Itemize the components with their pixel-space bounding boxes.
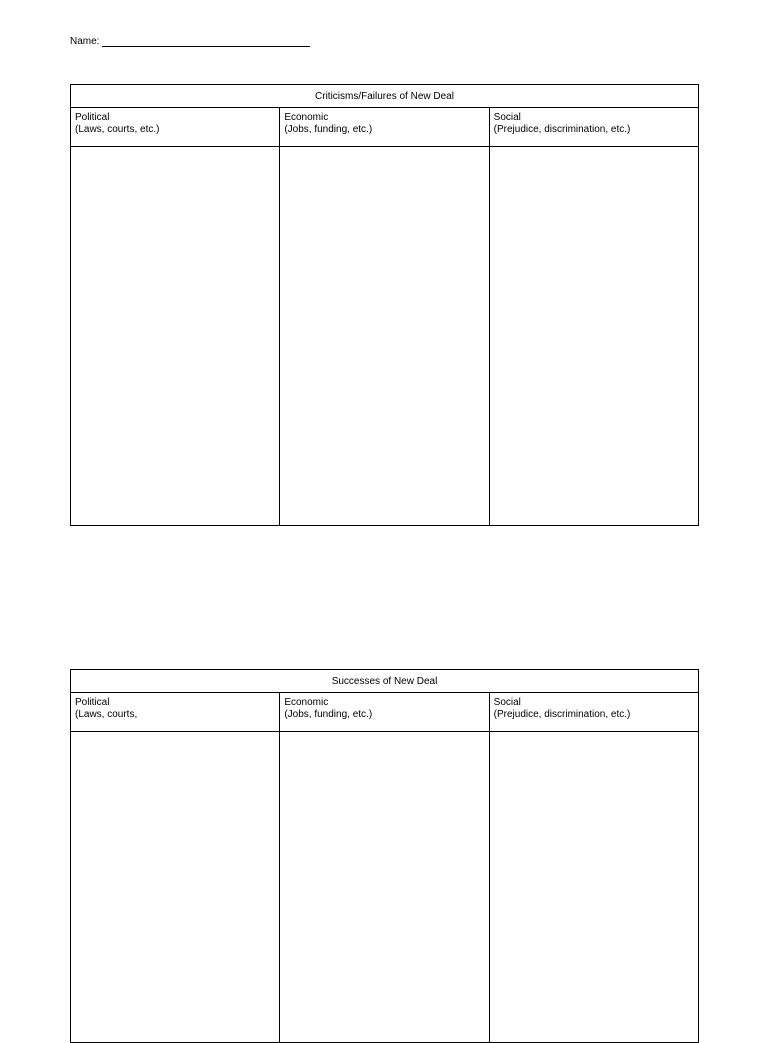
column-heading: Economic (284, 697, 329, 708)
column-heading: Economic (284, 112, 329, 123)
column-subheading: (Jobs, funding, etc.) (284, 709, 373, 720)
column-heading: Social (493, 697, 521, 708)
successes-economic-cell[interactable] (280, 732, 489, 1043)
criticisms-economic-cell[interactable] (280, 147, 489, 526)
column-subheading: (Laws, courts, (75, 709, 138, 720)
criticisms-political-cell[interactable] (71, 147, 280, 526)
column-subheading: (Prejudice, discrimination, etc.) (493, 709, 631, 720)
column-subheading: (Laws, courts, etc.) (75, 124, 160, 135)
successes-social-header (489, 693, 698, 732)
name-blank-line[interactable] (102, 35, 310, 47)
successes-economic-header (280, 693, 489, 732)
column-heading: Political (75, 112, 110, 123)
name-field-row (70, 35, 310, 47)
name-label: Name: (70, 36, 100, 47)
column-heading: Social (493, 112, 521, 123)
column-subheading: (Jobs, funding, etc.) (284, 124, 373, 135)
criticisms-table (70, 84, 699, 526)
column-heading: Political (75, 697, 110, 708)
successes-table-title: Successes of New Deal (71, 670, 699, 693)
criticisms-table-title: Criticisms/Failures of New Deal (71, 85, 699, 108)
column-subheading: (Prejudice, discrimination, etc.) (493, 124, 631, 135)
criticisms-political-header (71, 108, 280, 147)
successes-table (70, 669, 699, 1043)
successes-political-cell[interactable] (71, 732, 280, 1043)
criticisms-social-cell[interactable] (489, 147, 698, 526)
successes-social-cell[interactable] (489, 732, 698, 1043)
criticisms-economic-header (280, 108, 489, 147)
successes-political-header (71, 693, 280, 732)
criticisms-social-header (489, 108, 698, 147)
